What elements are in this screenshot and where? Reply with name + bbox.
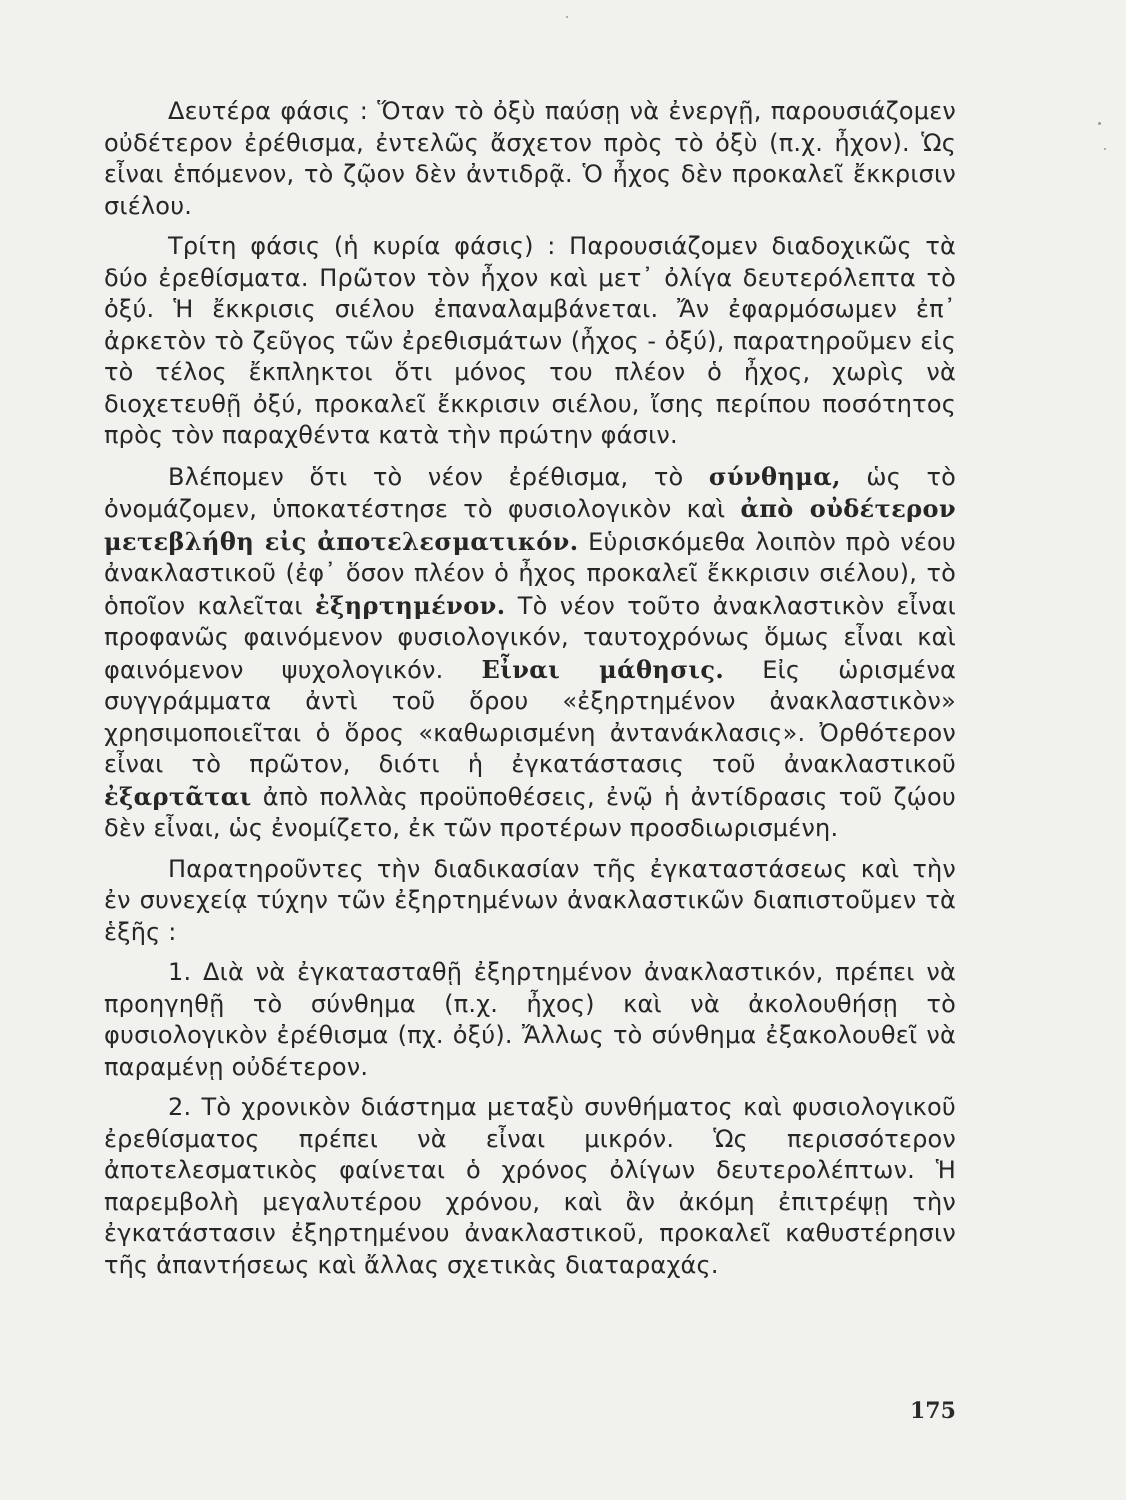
paragraph-p6 (104, 1092, 956, 1281)
paragraph-text: Τρίτη φάσις (ἡ κυρία φάσις) : Παρουσιάζομεν διαδοχικῶς τὰ δύο ἐρεθίσματα. Πρῶτον τὸν ἦχον καὶ μετ᾽ ὀλίγα δευτερόλεπτα τὸ ὀξύ. Ἡ ἔκκρισις σιέλου ἐπαναλαμβάνεται. Ἄν ἐφαρμόσωμεν ἐπ᾽ ἀρκετὸν τὸ ζεῦγος τῶν ἐρεθισμάτων (ἦχος - ὀξύ), παρατηροῦμεν εἰς τὸ τέλος ἔκπληκτοι ὅτι μόνος του πλέον ὁ ἦχος, χωρὶς νὰ διοχετευθῇ ὀξύ, προκαλεῖ ἔκκρισιν σιέλου, ἴσης περίπου ποσότητος πρὸς τὸν παραχθέντα κατὰ τὴν πρώτην φάσιν. (104, 232, 956, 449)
body-text (104, 96, 956, 1290)
print-speck (566, 16, 568, 18)
paragraph-text: Βλέπομεν ὅτι τὸ νέον ἐρέθισμα, τὸ (168, 462, 709, 491)
paragraph-p2 (104, 231, 956, 452)
paragraph-text: 1. Διὰ νὰ ἐγκατασταθῇ ἐξηρτημένον ἀνακλαστικόν, πρέπει νὰ προηγηθῇ τὸ σύνθημα (π.χ. ἦχος) καὶ νὰ ἀκολουθήσῃ τὸ φυσιολογικὸν ἐρέθισμα (πχ. ὀξύ). Ἄλλως τὸ σύνθημα ἐξακολουθεῖ νὰ παραμένῃ οὐδέτερον. (104, 958, 956, 1081)
emphasis-text: σύνθημα, (708, 461, 841, 491)
paragraph-text: Τὸ νέον τοῦτο ἀνακλαστικὸν εἶναι προφανῶς φαινόμενον φυσιολογικόν, ταυτοχρόνως ὅμως εἶναι καὶ φαινόμενον ψυχολογικόν. (104, 591, 956, 684)
paragraph-text: Εὑρισκόμεθα λοιπὸν πρὸ νέου ἀνακλαστικοῦ (ἐφ᾽ ὅσον πλέον ὁ ἦχος προκαλεῖ ἔκκρισιν σιέλου), τὸ ὁποῖον καλεῖται (104, 527, 956, 620)
paragraph-p4 (104, 854, 956, 949)
paragraph-p3 (104, 461, 956, 845)
emphasis-text: ἐξηρτημένον. (315, 590, 506, 620)
paragraph-text: ὡς τὸ ὀνομάζομεν, ὑποκατέστησε τὸ φυσιολογικὸν καὶ (104, 462, 956, 523)
paragraph-text: 2. Τὸ χρονικὸν διάστημα μεταξὺ συνθήματος καὶ φυσιολογικοῦ ἐρεθίσματος πρέπει νὰ εἶναι μικρόν. Ὡς περισσότερον ἀποτελεσματικὸς φαίνεται ὁ χρόνος ὀλίγων δευτερολέπτων. Ἡ παρεμβολὴ μεγαλυτέρου χρόνου, καὶ ἂν ἀκόμη ἐπιτρέψῃ τὴν ἐγκατάστασιν ἐξηρτημένου ἀνακλαστικοῦ, προκαλεῖ καθυστέρησιν τῆς ἀπαντήσεως καὶ ἄλλας σχετικὰς διαταραχάς. (104, 1093, 956, 1279)
emphasis-text: Εἶναι μάθησις. (481, 654, 725, 684)
emphasis-text: ἀπὸ οὐδέτερον μετεβλήθη εἰς ἀποτελεσματικόν. (104, 494, 956, 556)
paragraph-text: Δευτέρα φάσις : Ὅταν τὸ ὀξὺ παύσῃ νὰ ἐνεργῇ, παρουσιάζομεν οὐδέτερον ἐρέθισμα, ἐντελῶς ἄσχετον πρὸς τὸ ὀξὺ (π.χ. ἦχον). Ὡς εἶναι ἑπόμενον, τὸ ζῷον δὲν ἀντιδρᾷ. Ὁ ἦχος δὲν προκαλεῖ ἔκκρισιν σιέλου. (104, 97, 956, 220)
page-number: 175 (910, 1398, 956, 1424)
paragraph-p1 (104, 96, 956, 222)
paragraph-text: ἀπὸ πολλὰς προϋποθέσεις, ἐνῷ ἡ ἀντίδρασις τοῦ ζῴου δὲν εἶναι, ὡς ἐνομίζετο, ἐκ τῶν προτέρων προσδιωρισμένη. (104, 782, 956, 842)
print-speck (1104, 148, 1106, 150)
paragraph-p5 (104, 957, 956, 1083)
emphasis-text: ἐξαρτᾶται (104, 781, 252, 811)
paragraph-text: Εἰς ὡρισμένα συγγράμματα ἀντὶ τοῦ ὅρου «ἐξηρτημένον ἀνακλαστικὸν» χρησιμοποιεῖται ὁ ὅρος «καθωρισμένη ἀντανάκλασις». Ὀρθότερον εἶναι τὸ πρῶτον, διότι ἡ ἐγκατάστασις τοῦ ἀνακλαστικοῦ (104, 655, 956, 778)
paragraph-text: Παρατηροῦντες τὴν διαδικασίαν τῆς ἐγκαταστάσεως καὶ τὴν ἐν συνεχείᾳ τύχην τῶν ἐξηρτημένων ἀνακλαστικῶν διαπιστοῦμεν τὰ ἑξῆς : (104, 854, 956, 946)
print-speck (1098, 122, 1101, 125)
